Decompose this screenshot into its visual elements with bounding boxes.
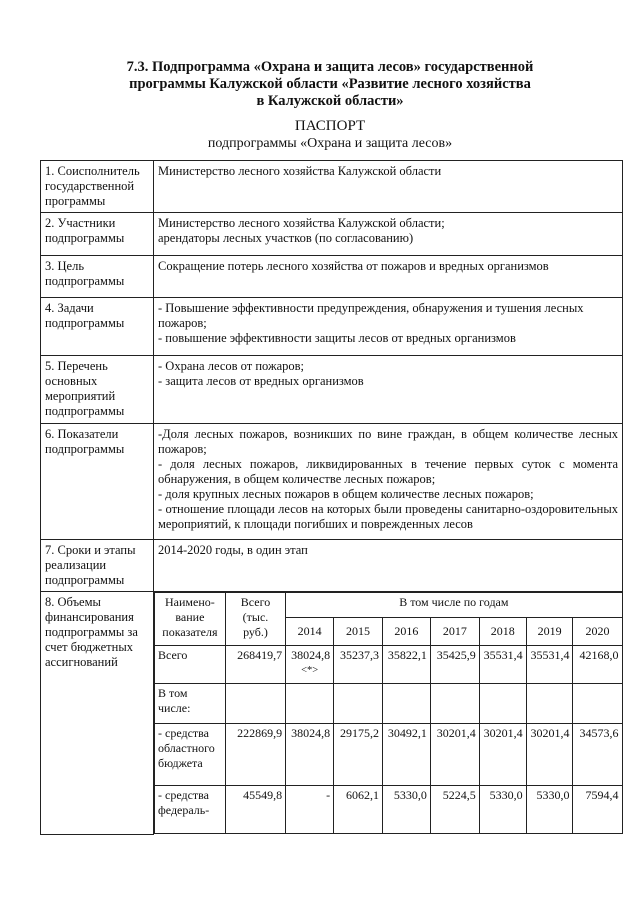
row-3-value: Сокращение потерь лесного хозяйства от пожаров и вредных организмов	[154, 256, 623, 298]
total-2015: 35237,3	[334, 646, 383, 684]
passport-row-6	[41, 424, 623, 540]
passport-row-8	[41, 592, 623, 835]
regional-2017: 30201,4	[430, 724, 479, 786]
regional-2019: 30201,4	[526, 724, 573, 786]
funding-table	[154, 592, 623, 834]
row-2-line-1: Министерство лесного хозяйства Калужской области;	[158, 216, 445, 230]
row-2-line-2: арендаторы лесных участков (по согласованию)	[158, 231, 414, 245]
heading-line-2: программы Калужской области «Развитие лесного хозяйства	[129, 76, 531, 92]
total-2014-value: 38024,8	[291, 648, 331, 662]
funding-incl-row	[155, 684, 623, 724]
year-2019: 2019	[526, 618, 573, 646]
federal-2015: 6062,1	[334, 786, 383, 834]
total-2019: 35531,4	[526, 646, 573, 684]
total-2017: 35425,9	[430, 646, 479, 684]
regional-sum: 222869,9	[225, 724, 285, 786]
row-7-value: 2014-2020 годы, в один этап	[154, 540, 623, 592]
row-1-value: Министерство лесного хозяйства Калужской области	[154, 161, 623, 213]
heading-line-1: 7.3. Подпрограмма «Охрана и защита лесов» государственной	[126, 59, 534, 75]
federal-2016: 5330,0	[382, 786, 430, 834]
row-8-label: 8. Объемы финансирования подпрограммы за счет бюджетных ассигнований	[41, 592, 154, 835]
row-6-line-1: -Доля лесных пожаров, возникших по вине граждан, в общем количестве лесных пожаров;	[158, 427, 618, 456]
col-total-header: Всего (тыс. руб.)	[225, 593, 285, 646]
federal-2018: 5330,0	[479, 786, 526, 834]
col-years-header: В том числе по годам	[286, 593, 622, 618]
row-3-label: 3. Цель подпрограммы	[41, 256, 154, 298]
passport-table	[40, 160, 623, 835]
funding-total-row	[155, 646, 623, 684]
col-name-header: Наимено-вание показателя	[155, 593, 226, 646]
passport-row-4	[41, 298, 623, 356]
row-6-line-3: - доля крупных лесных пожаров в общем количестве лесных пожаров;	[158, 487, 534, 501]
regional-2016: 30492,1	[382, 724, 430, 786]
total-label: Всего	[155, 646, 226, 684]
row-1-label: 1. Соисполнитель государственной программы	[41, 161, 154, 213]
regional-2020: 34573,6	[573, 724, 622, 786]
passport-row-7	[41, 540, 623, 592]
year-2020: 2020	[573, 618, 622, 646]
passport-row-1	[41, 161, 623, 213]
row-2-label: 2. Участники подпрограммы	[41, 213, 154, 256]
heading-line-3: в Калужской области»	[256, 93, 404, 109]
year-2017: 2017	[430, 618, 479, 646]
row-5-value	[154, 356, 623, 424]
total-2016: 35822,1	[382, 646, 430, 684]
federal-label: - средства федераль-	[155, 786, 226, 834]
row-4-line-1: - Повышение эффективности предупреждения, обнаружения и тушения лесных пожаров;	[158, 301, 584, 330]
total-2014	[286, 646, 334, 684]
funding-regional-row	[155, 724, 623, 786]
total-2014-note: <*>	[301, 665, 319, 676]
year-2016: 2016	[382, 618, 430, 646]
passport-row-3	[41, 256, 623, 298]
year-2014: 2014	[286, 618, 334, 646]
row-6-label: 6. Показатели подпрограммы	[41, 424, 154, 540]
row-4-value	[154, 298, 623, 356]
regional-2015: 29175,2	[334, 724, 383, 786]
row-5-label: 5. Перечень основных мероприятий подпрограммы	[41, 356, 154, 424]
regional-2014: 38024,8	[286, 724, 334, 786]
row-7-label: 7. Сроки и этапы реализации подпрограммы	[41, 540, 154, 592]
row-5-line-1: - Охрана лесов от пожаров;	[158, 359, 305, 373]
total-2018: 35531,4	[479, 646, 526, 684]
regional-2018: 30201,4	[479, 724, 526, 786]
row-5-line-2: - защита лесов от вредных организмов	[158, 374, 364, 388]
total-sum: 268419,7	[225, 646, 285, 684]
funding-federal-row	[155, 786, 623, 834]
passport-row-2	[41, 213, 623, 256]
regional-label: - средства областного бюджета	[155, 724, 226, 786]
federal-2019: 5330,0	[526, 786, 573, 834]
row-4-label: 4. Задачи подпрограммы	[41, 298, 154, 356]
passport-title-block	[60, 117, 600, 153]
total-2020: 42168,0	[573, 646, 622, 684]
row-4-line-2: - повышение эффективности защиты лесов от вредных организмов	[158, 331, 516, 345]
federal-2020: 7594,4	[573, 786, 622, 834]
row-6-line-4: - отношение площади лесов на которых были проведены санитарно-оздоровительных мероприятий, к площади погибших и поврежденных лесов	[158, 502, 618, 531]
year-2015: 2015	[334, 618, 383, 646]
passport-row-5	[41, 356, 623, 424]
federal-2014: -	[286, 786, 334, 834]
federal-sum: 45549,8	[225, 786, 285, 834]
passport-title: ПАСПОРТ	[294, 118, 366, 134]
incl-label: В том числе:	[155, 684, 226, 724]
row-8-value	[154, 592, 623, 835]
section-heading	[60, 59, 600, 110]
row-2-value	[154, 213, 623, 256]
row-6-value	[154, 424, 623, 540]
year-2018: 2018	[479, 618, 526, 646]
row-6-line-2: - доля лесных пожаров, ликвидированных в течение первых суток с момента обнаружения, в общем количестве лесных пожаров;	[158, 457, 618, 486]
passport-subtitle: подпрограммы «Охрана и защита лесов»	[207, 136, 453, 151]
funding-header-row	[155, 593, 623, 618]
federal-2017: 5224,5	[430, 786, 479, 834]
